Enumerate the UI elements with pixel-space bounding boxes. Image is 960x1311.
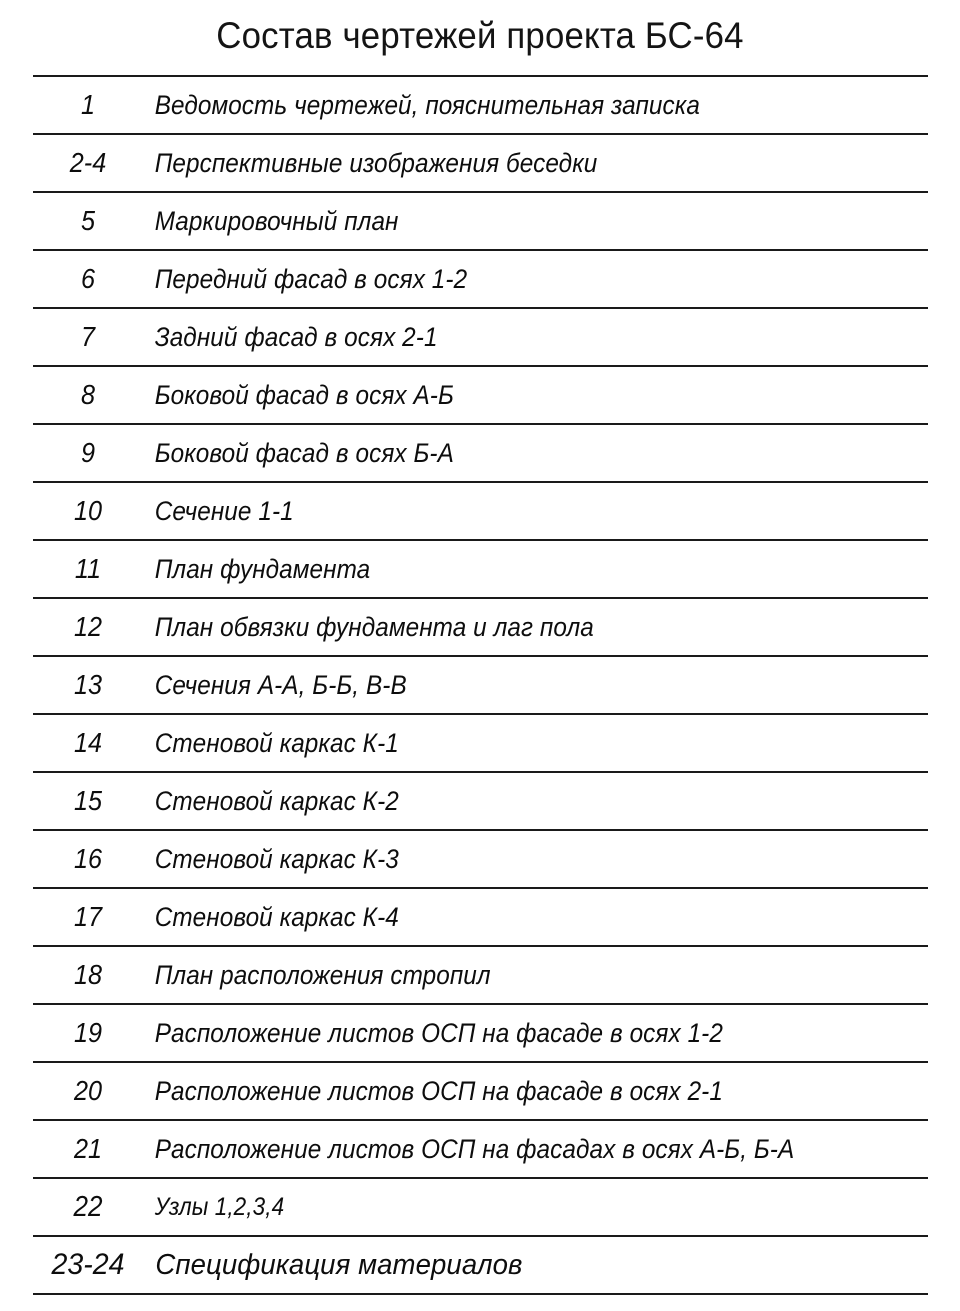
sheet-title: Узлы 1,2,3,4 xyxy=(154,1193,285,1221)
table-row xyxy=(33,715,928,771)
table-row xyxy=(33,251,928,307)
sheet-number: 14 xyxy=(73,727,103,758)
sheet-title: Боковой фасад в осях Б-А xyxy=(154,438,454,468)
sheet-number: 19 xyxy=(73,1017,103,1048)
sheet-title: Сечение 1-1 xyxy=(154,496,294,526)
table-row xyxy=(33,367,928,423)
table-row xyxy=(33,831,928,887)
sheet-title: Расположение листов ОСП на фасадах в осях А-Б, Б-А xyxy=(154,1134,795,1164)
sheet-title: Передний фасад в осях 1-2 xyxy=(154,264,468,294)
sheet-number: 22 xyxy=(73,1191,103,1223)
sheet-title: План расположения стропил xyxy=(154,960,491,990)
sheet-title: План фундамента xyxy=(154,554,371,584)
sheet-title: Стеновой каркас К-2 xyxy=(154,786,399,816)
sheet-title: Стеновой каркас К-1 xyxy=(154,728,399,758)
table-row xyxy=(33,1005,928,1061)
table-row xyxy=(33,1063,928,1119)
sheet-title: Маркировочный план xyxy=(154,206,399,236)
sheet-number: 9 xyxy=(80,437,96,468)
table-row xyxy=(33,773,928,829)
sheet-number: 20 xyxy=(73,1075,103,1106)
sheet-number: 15 xyxy=(73,785,103,816)
sheet-title: Сечения А-А, Б-Б, В-В xyxy=(154,670,407,700)
sheet-number: 16 xyxy=(73,843,103,874)
sheet-number: 12 xyxy=(73,611,103,642)
table-row xyxy=(33,1121,928,1177)
sheet-number: 6 xyxy=(80,263,96,294)
sheet-title: Задний фасад в осях 2-1 xyxy=(154,322,438,352)
sheet-title: План обвязки фундамента и лаг пола xyxy=(154,612,594,642)
table-row xyxy=(33,657,928,713)
table-row xyxy=(33,77,928,133)
sheet-title: Стеновой каркас К-3 xyxy=(154,844,399,874)
table-row xyxy=(33,309,928,365)
table-row xyxy=(33,541,928,597)
table-rule xyxy=(33,1293,928,1295)
table-row xyxy=(33,425,928,481)
drawing-index-table xyxy=(33,75,928,1295)
sheet-number: 13 xyxy=(73,669,103,700)
sheet-title: Спецификация материалов xyxy=(155,1249,523,1281)
sheet-number: 21 xyxy=(73,1133,103,1164)
sheet-title: Стеновой каркас К-4 xyxy=(154,902,399,932)
sheet-title: Расположение листов ОСП на фасаде в осях 2-1 xyxy=(154,1076,723,1106)
table-row xyxy=(33,483,928,539)
sheet-number: 7 xyxy=(80,321,96,352)
sheet-title: Перспективные изображения беседки xyxy=(154,148,598,178)
sheet-number: 10 xyxy=(73,495,103,526)
sheet-number: 2-4 xyxy=(69,147,107,178)
sheet-number: 11 xyxy=(74,553,102,584)
table-row xyxy=(33,1237,928,1293)
sheet-title: Ведомость чертежей, пояснительная записка xyxy=(154,90,700,120)
sheet-title: Расположение листов ОСП на фасаде в осях 1-2 xyxy=(154,1018,723,1048)
page-title: Состав чертежей проекта БС-64 xyxy=(216,15,744,56)
sheet-title: Боковой фасад в осях А-Б xyxy=(154,380,454,410)
sheet-number: 5 xyxy=(80,205,96,236)
sheet-number: 8 xyxy=(80,379,96,410)
table-row xyxy=(33,599,928,655)
sheet-number: 18 xyxy=(73,959,103,990)
table-row xyxy=(33,889,928,945)
table-row xyxy=(33,947,928,1003)
table-row xyxy=(33,193,928,249)
sheet-number: 1 xyxy=(80,89,96,120)
table-row xyxy=(33,135,928,191)
table-row xyxy=(33,1179,928,1235)
sheet-number: 23-24 xyxy=(51,1248,125,1281)
sheet-number: 17 xyxy=(73,901,103,932)
